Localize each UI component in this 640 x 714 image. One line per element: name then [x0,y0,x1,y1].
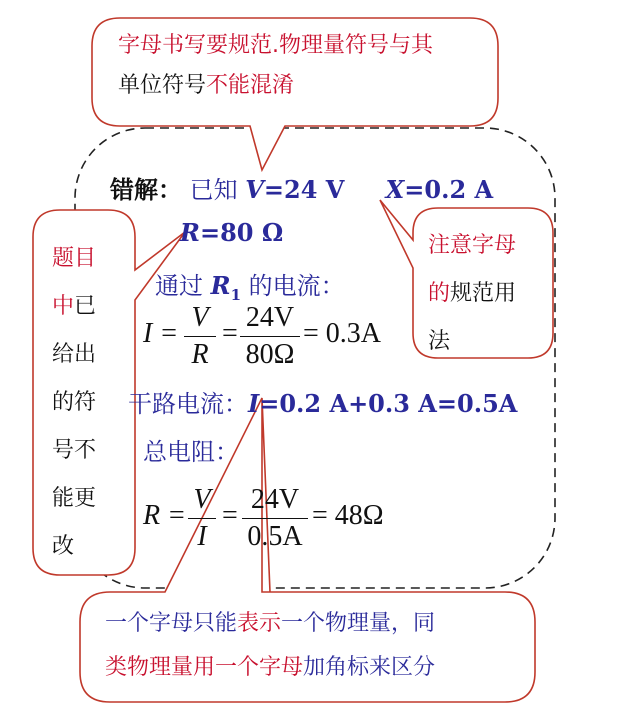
eq2-f1-den: I [197,521,207,552]
v-value: =24 V [263,175,345,204]
eq2-f2-num: 24V [250,484,300,515]
x-symbol: X [385,175,405,204]
current-label-b: 的电流： [248,272,345,300]
known-label: 已知 [189,176,238,204]
eq1-result: = 0.3A [303,318,382,349]
left-line-0: 题目 [52,246,97,271]
right-callout-text [428,222,516,366]
top-callout-line2b: 不能混淆 [206,73,295,98]
wrong-solution-line [110,170,493,205]
eq1-fraction-2 [240,302,300,371]
main-current-label: 干路电流： [128,390,248,418]
left-callout-text [52,235,96,571]
i-value: =0.2 A+0.3 A=0.5A [259,389,518,418]
eq1-f1-num: V [191,302,209,333]
main-current-line [128,384,517,419]
eq2-fraction-1 [188,484,216,553]
left-line-3: 的符 [52,390,97,415]
right-callout-line2b: 规范用 [450,281,517,306]
eq2-f1-num: V [193,484,211,515]
eq2-lhs: R = [143,500,186,531]
right-callout-line1: 注意字母 [428,233,517,258]
x-value: =0.2 A [404,175,494,204]
eq1-lhs: I = [143,318,179,349]
left-line-2: 给出 [52,342,97,367]
r-symbol: R [180,218,200,247]
right-callout-line2a: 的 [428,281,451,306]
bottom-line1b: 表示 [237,611,282,636]
current-label-sub: 1 [230,285,242,304]
eq1-f2-num: 24V [245,302,295,333]
bottom-line1a: 一个字母只能 [105,611,238,636]
eq2-f2-den: 0.5A [247,521,303,552]
total-resistance-label: 总电阻： [143,438,239,466]
current-label-a: 通过 [155,272,203,300]
top-callout-line2a: 单位符号 [118,73,207,98]
bottom-callout-text [105,602,435,690]
left-line-1: 中已 [52,294,97,319]
eq2-equals: = [222,500,238,531]
current-through-r1-label [155,266,345,304]
bottom-line2b: 加角标来区分 [303,655,436,680]
eq1-f1-den: R [191,339,209,370]
wrong-label: 错解： [110,176,182,204]
eq2-fraction-2 [242,484,308,553]
top-callout-line1: 字母书写要规范.物理量符号与其 [118,33,433,58]
top-callout-text [118,26,433,106]
bottom-line1c: 一个物理量，同 [281,611,436,636]
i-symbol: I [248,389,260,418]
eq1-equals: = [222,318,238,349]
r-value: =80 Ω [199,218,284,247]
r-given-line [180,218,283,247]
current-label-sym: R [210,271,231,300]
bottom-line2a: 类物理量用一个字母 [105,655,304,680]
eq1-fraction-1 [184,302,216,371]
eq1-f2-den: 80Ω [245,339,295,370]
right-callout-line3: 法 [428,329,451,354]
eq2-result: = 48Ω [312,500,384,531]
left-line-5: 能更 [52,486,97,511]
v-symbol: V [245,175,264,204]
left-line-4: 号不 [52,438,97,463]
left-line-6: 改 [52,534,75,559]
